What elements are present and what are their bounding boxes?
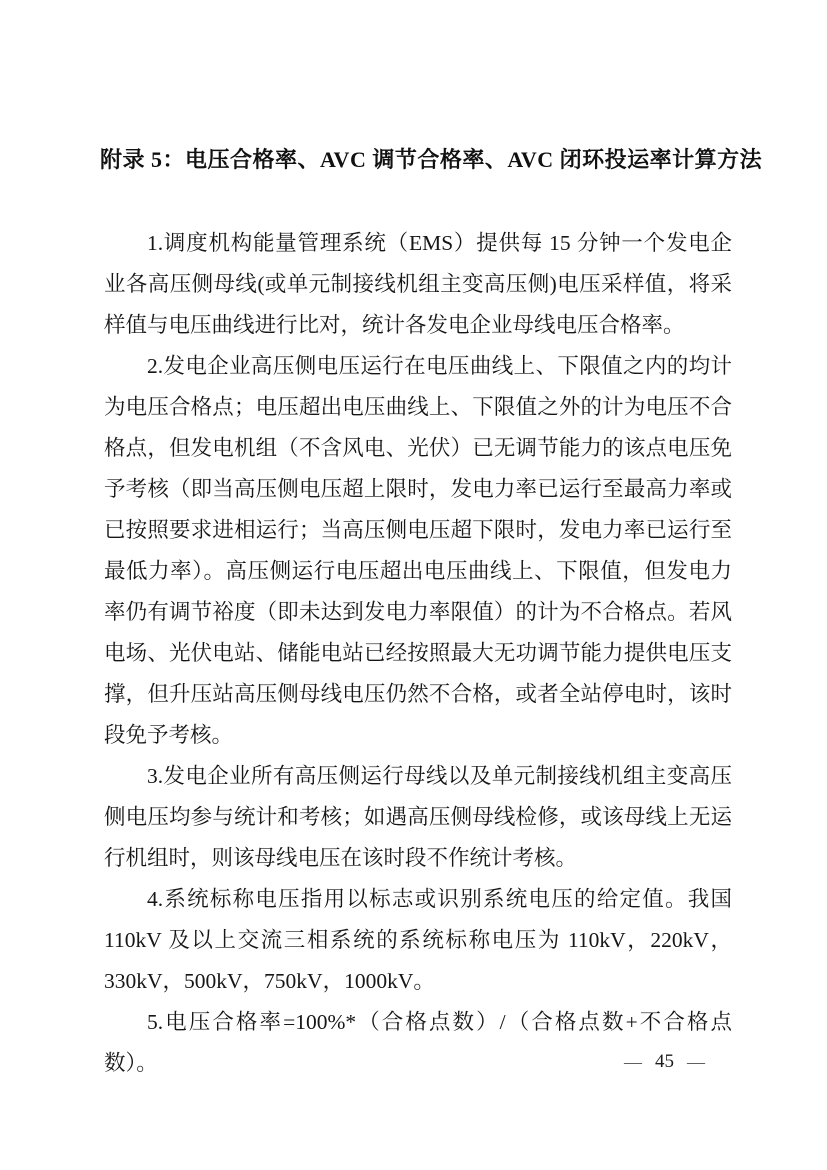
page-number-dash-right: — xyxy=(687,1052,705,1072)
page-number-value: 45 xyxy=(655,1051,674,1072)
document-body xyxy=(104,223,732,1084)
page-title: 附录 5：电压合格率、AVC 调节合格率、AVC 闭环投运率计算方法 xyxy=(100,147,763,172)
paragraph: 1.调度机构能量管理系统（EMS）提供每 15 分钟一个发电企业各高压侧母线(或单元制接线机组主变高压侧)电压采样值，将采样值与电压曲线进行比对，统计各发电企业母线电压合格率。 xyxy=(104,231,732,337)
page-number-dash-left: — xyxy=(624,1052,642,1072)
paragraph: 5.电压合格率=100%*（合格点数）/（合格点数+不合格点数）。 xyxy=(104,1010,732,1075)
page-number xyxy=(624,1051,705,1073)
paragraph: 2.发电企业高压侧电压运行在电压曲线上、下限值之内的均计为电压合格点；电压超出电压曲线上、下限值之外的计为电压不合格点，但发电机组（不含风电、光伏）已无调节能力的该点电压免予考核（即当高压侧电压超上限时，发电力率已运行至最高力率或已按照要求进相运行；当高压侧电压超下限时，发电力率已运行至最低力率）。高压侧运行电压超出电压曲线上、下限值，但发电力率仍有调节裕度（即未达到发电力率限值）的计为不合格点。若风电场、光伏电站、储能电站已经按照最大无功调节能力提供电压支撑，但升压站高压侧母线电压仍然不合格，或者全站停电时，该时段免予考核。 xyxy=(104,354,732,747)
paragraph: 3.发电企业所有高压侧运行母线以及单元制接线机组主变高压侧电压均参与统计和考核；如遇高压侧母线检修，或该母线上无运行机组时，则该母线电压在该时段不作统计考核。 xyxy=(104,764,732,870)
paragraph: 4.系统标称电压指用以标志或识别系统电压的给定值。我国 110kV 及以上交流三相系统的系统标称电压为 110kV，220kV，330kV，500kV，750kV，1000kV。 xyxy=(104,887,732,993)
